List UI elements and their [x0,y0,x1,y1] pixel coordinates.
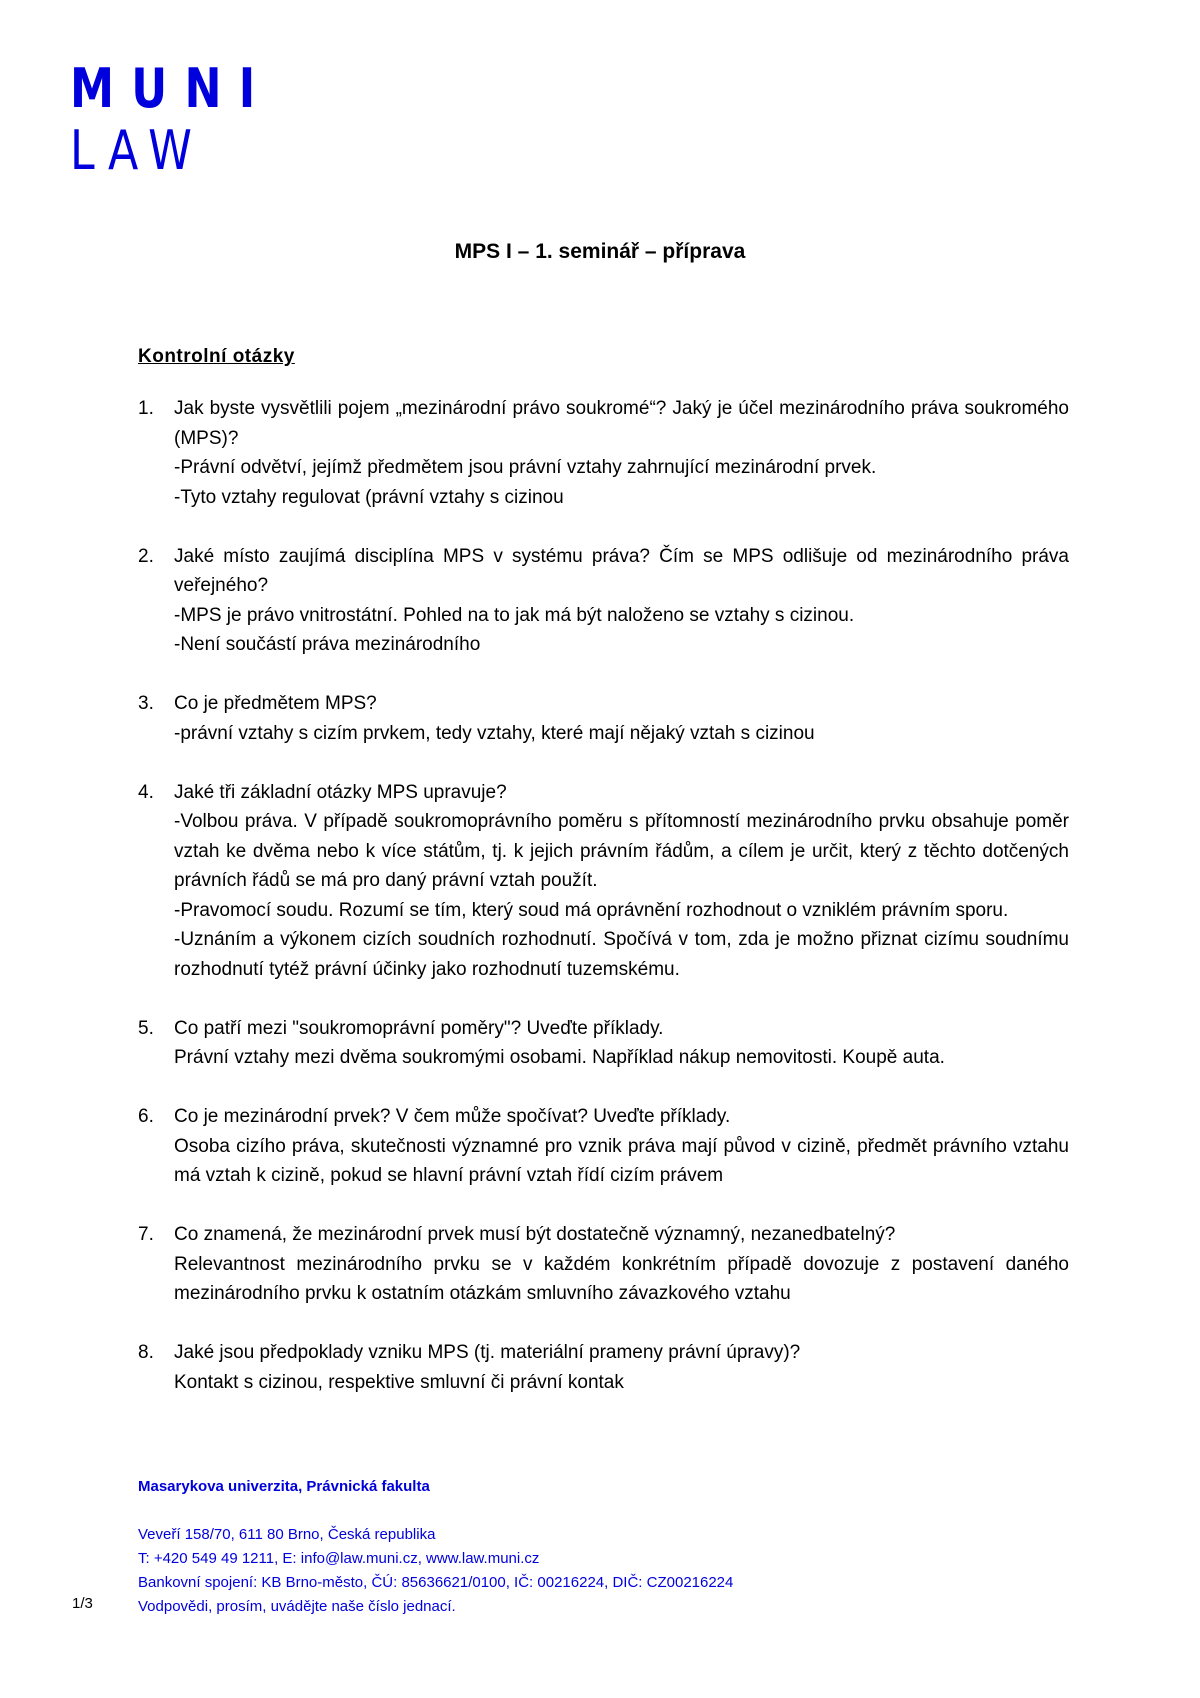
answer-text: -Není součástí práva mezinárodního [174,634,481,655]
question-item [138,1102,1069,1191]
question-item [138,1220,1069,1309]
question-text: Jaké místo zaujímá disciplína MPS v systému práva? Čím se MPS odlišuje od mezinárodního práva veřejného? [174,545,1069,596]
question-item [138,689,1069,748]
footer-note: Vodpovědi, prosím, uvádějte naše číslo jednací. [138,1598,456,1615]
question-text: Jaké jsou předpoklady vzniku MPS (tj. materiální prameny právní úpravy)? [174,1342,801,1363]
answer-text: Kontakt s cizinou, respektive smluvní či právní kontak [174,1371,624,1393]
answer-text: -Tyto vztahy regulovat (právní vztahy s cizinou [174,486,564,508]
question-item [138,778,1069,985]
logo-line-law: LAW [70,119,205,182]
page-number: 1/3 [72,1595,93,1612]
question-item [138,394,1069,512]
question-number: 2. [138,545,154,567]
footer-org: Masarykova univerzita, Právnická fakulta [138,1478,430,1495]
question-text: Co je předmětem MPS? [174,693,377,714]
question-item [138,1014,1069,1073]
question-number: 7. [138,1224,154,1245]
logo-line-muni: MUNI [70,57,273,120]
answer-text: -právní vztahy s cizím prvkem, tedy vztahy, které mají nějaký vztah s cizinou [174,722,815,744]
section-heading: Kontrolní otázky [138,346,295,367]
question-item [138,542,1069,660]
question-number: 6. [138,1106,154,1127]
footer-contact: T: +420 549 49 1211, E: info@law.muni.cz, www.law.muni.cz [138,1550,540,1567]
answer-text: -MPS je právo vnitrostátní. Pohled na to jak má být naloženo se vztahy s cizinou. [174,604,855,626]
question-text: Jak byste vysvětlili pojem „mezinárodní právo soukromé“? Jaký je účel mezinárodního práva soukromého (MPS)? [174,398,1069,449]
question-item [138,1338,1069,1397]
question-text: Co znamená, že mezinárodní prvek musí být dostatečně významný, nezanedbatelný? [174,1224,896,1245]
footer-address: Veveří 158/70, 611 80 Brno, Česká republika [138,1526,436,1543]
question-text: Co je mezinárodní prvek? V čem může spočívat? Uveďte příklady. [174,1106,731,1127]
answer-text: -Právní odvětví, jejímž předmětem jsou právní vztahy zahrnující mezinárodní prvek. [174,457,877,478]
question-number: 4. [138,781,154,803]
answer-text: Relevantnost mezinárodního prvku se v každém konkrétním případě dovozuje z postavení daného mezinárodního prvku k ostatním otázkám smluvního závazkového vztahu [174,1253,1069,1304]
answer-text: -Volbou práva. V případě soukromoprávního poměru s přítomností mezinárodního prvku obsahuje poměr vztah ke dvěma nebo k více státům, tj. k jejich právním řádům, a cílem je určit, který z těchto dotčených právních řádů se má pro daný právní vztah použít. [174,811,1069,891]
question-text: Co patří mezi "soukromoprávní poměry"? Uveďte příklady. [174,1017,664,1039]
question-number: 1. [138,398,154,419]
question-list [138,394,1069,1427]
answer-text: -Uznáním a výkonem cizích soudních rozhodnutí. Spočívá v tom, zda je možno přiznat cizímu soudnímu rozhodnutí tytéž právní účinky jako rozhodnutí tuzemskému. [174,929,1069,980]
answer-text: Právní vztahy mezi dvěma soukromými osobami. Například nákup nemovitosti. Koupě auta. [174,1047,945,1068]
muni-law-logo [70,58,317,182]
question-number: 3. [138,693,154,714]
answer-text: Osoba cizího práva, skutečnosti významné pro vznik práva mají původ v cizině, předmět právního vztahu má vztah k cizině, pokud se hlavní právní vztah řídí cizím právem [174,1135,1069,1186]
footer-bank: Bankovní spojení: KB Brno-město, ČÚ: 85636621/0100, IČ: 00216224, DIČ: CZ00216224 [138,1574,734,1591]
question-text: Jaké tři základní otázky MPS upravuje? [174,781,507,803]
answer-text: -Pravomocí soudu. Rozumí se tím, který soud má oprávnění rozhodnout o vzniklém právním sporu. [174,899,1009,921]
question-number: 5. [138,1017,154,1039]
footer [138,1475,733,1619]
document-title: MPS I – 1. seminář – příprava [454,240,746,263]
question-number: 8. [138,1342,154,1363]
